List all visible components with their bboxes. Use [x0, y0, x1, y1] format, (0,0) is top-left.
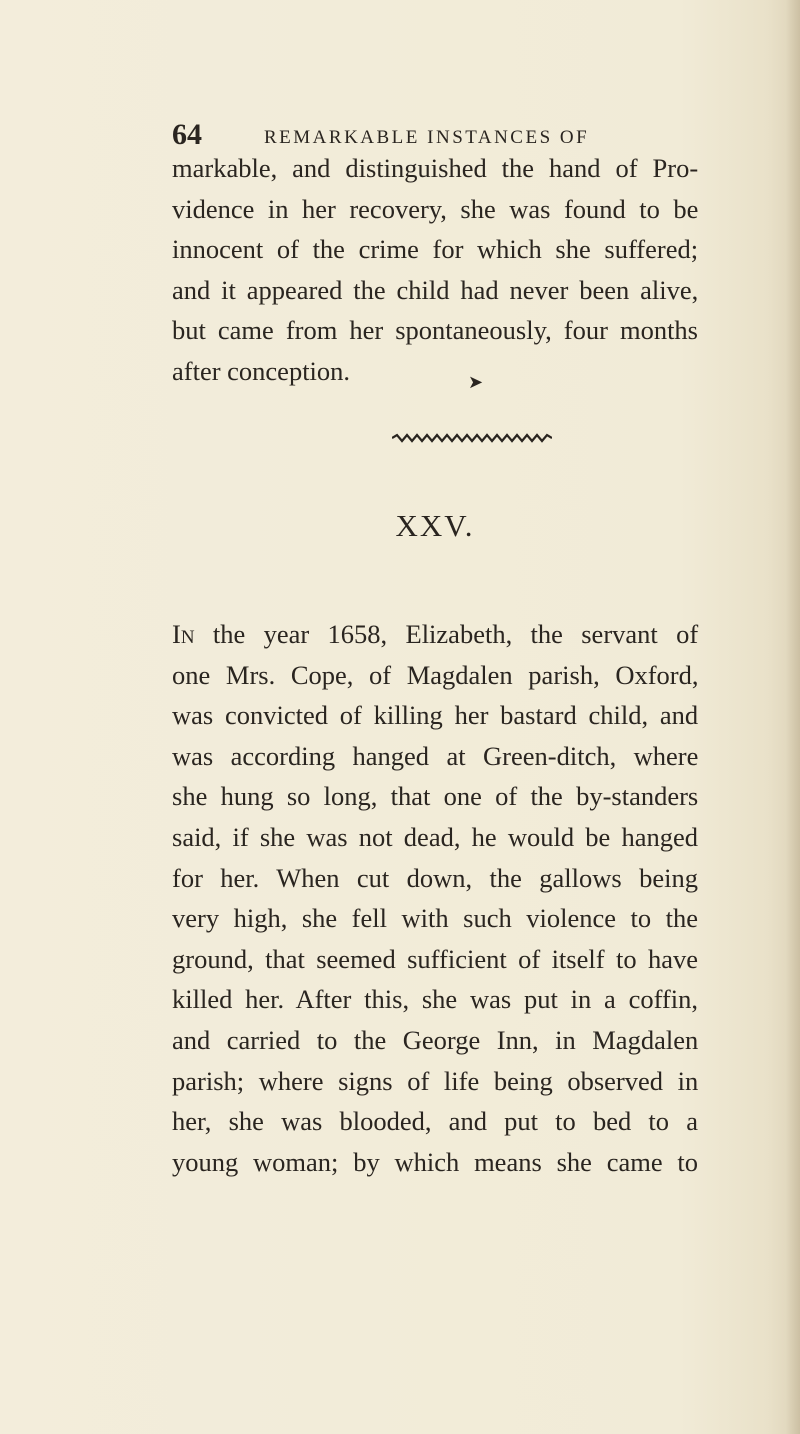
text-line: was convicted of killing her bastard child, and — [172, 700, 699, 731]
first-line-text: the year 1658, Elizabeth, the servant of — [194, 619, 699, 649]
text-line: vidence in her recovery, she was found to be — [172, 193, 699, 224]
text-line: innocent of the crime for which she suffered; — [172, 234, 699, 265]
text-line: ground, that seemed sufficient of itself to have — [172, 943, 698, 974]
text-line: after conception. — [172, 355, 351, 386]
text-line: young woman; by which means she came to — [172, 1146, 698, 1177]
section-heading: XXV. — [395, 508, 475, 543]
running-head: REMARKABLE INSTANCES OF — [264, 127, 590, 148]
text-line: said, if she was not dead, he would be hanged — [172, 821, 698, 852]
text-line: markable, and distinguished the hand of Pro- — [172, 153, 699, 183]
text-line-first — [172, 614, 698, 655]
text-line: but came from her spontaneously, four months — [172, 315, 698, 346]
text-line: she hung so long, that one of the by-standers — [172, 781, 699, 812]
page-edge-shadow — [786, 0, 800, 1434]
text-line: for her. When cut down, the gallows being — [172, 862, 698, 893]
pointer-ornament-icon: ➤ — [468, 372, 484, 393]
text-line: one Mrs. Cope, of Magdalen parish, Oxford, — [172, 659, 699, 690]
page-number: 64 — [172, 118, 202, 151]
text-line: and carried to the George Inn, in Magdalen — [172, 1024, 699, 1055]
text-line: very high, she fell with such violence to the — [172, 903, 698, 934]
wavy-rule-ornament-icon — [392, 433, 552, 443]
text-line: parish; where signs of life being observed in — [172, 1065, 699, 1096]
text-line: was according hanged at Green-ditch, where — [172, 740, 699, 771]
text-line: her, she was blooded, and put to bed to a — [172, 1106, 698, 1137]
drop-initial: In — [172, 619, 195, 649]
text-line: killed her. After this, she was put in a coffin, — [172, 984, 698, 1015]
paragraph-continued — [172, 148, 698, 392]
text-line: and it appeared the child had never been alive, — [172, 274, 699, 305]
paragraph-main — [172, 614, 698, 1182]
